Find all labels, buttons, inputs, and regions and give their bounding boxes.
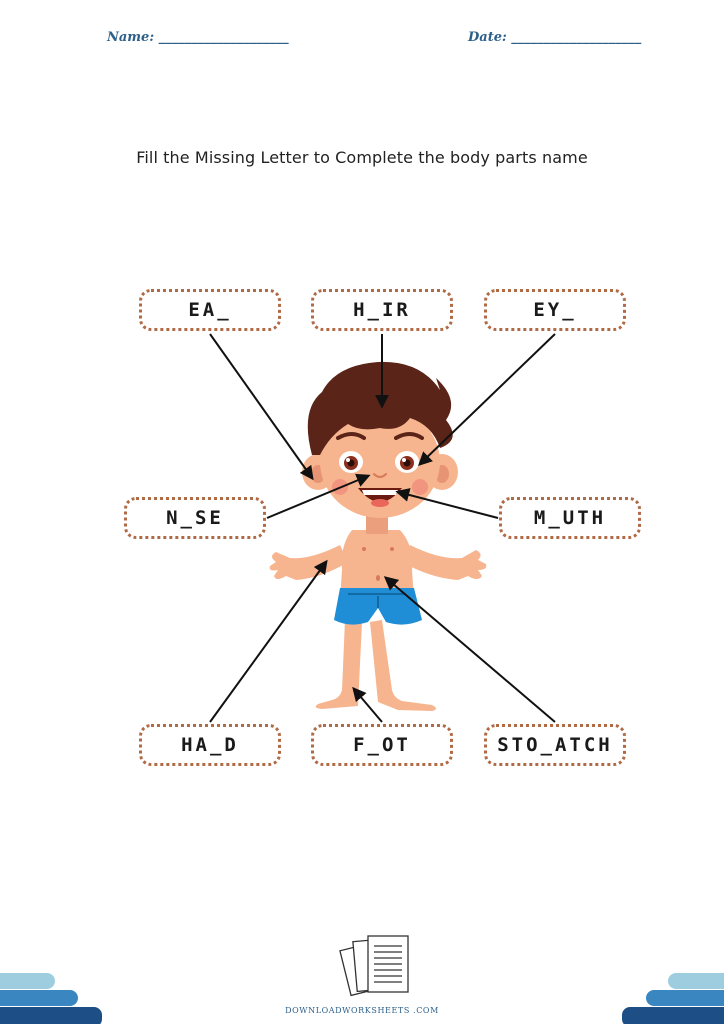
- label-box-mouth[interactable]: [499, 497, 641, 539]
- date-field: Date: ____________________: [468, 30, 642, 45]
- worksheets-logo-icon: [340, 936, 408, 995]
- child-figure: [270, 362, 487, 711]
- label-box-hand[interactable]: [139, 724, 281, 766]
- arrow-hand: [210, 562, 326, 722]
- label-foot: F_OT: [353, 734, 411, 756]
- label-box-stomach[interactable]: [484, 724, 626, 766]
- arrow-ear: [210, 334, 312, 478]
- footer-decor-left: [0, 973, 102, 1024]
- label-stomach: STO_ATCH: [497, 734, 613, 756]
- arrow-stomach: [386, 578, 555, 722]
- label-box-eye[interactable]: [484, 289, 626, 331]
- label-hair: H_IR: [353, 299, 411, 321]
- label-box-ear[interactable]: [139, 289, 281, 331]
- label-eye: EY_: [533, 299, 577, 321]
- label-box-hair[interactable]: [311, 289, 453, 331]
- instruction-text: Fill the Missing Letter to Complete the body parts name: [136, 148, 588, 167]
- label-mouth: M_UTH: [533, 507, 607, 529]
- label-ear: EA_: [188, 299, 232, 321]
- footer-decor-right: [622, 973, 724, 1024]
- label-nose: N_SE: [166, 507, 224, 529]
- footer-brand: DOWNLOADWORKSHEETS .COM: [285, 1006, 439, 1015]
- label-box-foot[interactable]: [311, 724, 453, 766]
- name-field: Name: ____________________: [107, 30, 289, 45]
- label-hand: HA_D: [181, 734, 239, 756]
- label-box-nose[interactable]: [124, 497, 266, 539]
